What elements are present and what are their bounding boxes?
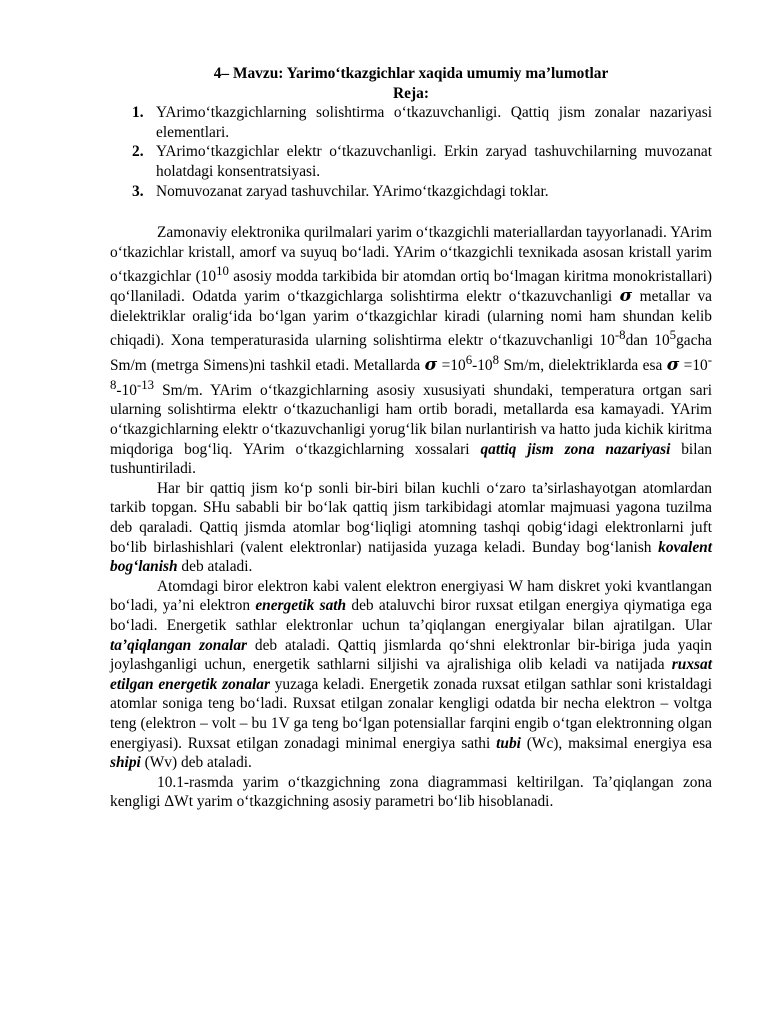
emphasized-term: energetik sath — [255, 597, 347, 615]
text-run: bilan tushuntiriladi. — [110, 440, 713, 478]
text-run: yuzaga keladi. Energetik zonada ruxsat etilgan sathlar soni kristaldagi atomlar soniga teng bo‘ladi. Ruxsat etilgan zonalar kengligi odatda bir necha elektron – voltga teng (elektron – volt – bu 1V ga teng bo‘lgan potensiallar farqini engib o‘tgan elektronning olgan energiyasi). Ruxsat etilgan zonadagi minimal energiya sathi — [110, 675, 712, 752]
text-run: -10 — [116, 381, 137, 399]
paragraph-bonding — [110, 479, 712, 577]
text-run: dan 10 — [625, 332, 670, 350]
text-run: Zamonaviy elektronika qurilmalari yarim o‘tkazgichli materiallardan tayyorlanadi. YArim o‘tkazichlar kristall, amorf va suyuq bo‘ladi. YArim o‘tkazgichli texnikada asosan kristall yarim o‘tkazgichlar (10 — [110, 224, 713, 286]
text-run: =10 — [679, 357, 708, 375]
plan-item — [110, 103, 712, 142]
text-run: -10 — [472, 357, 493, 375]
text-run: Sm/m, dielektriklarda esa — [499, 357, 667, 375]
emphasized-term: ruxsat etilgan energetik zonalar — [110, 656, 712, 693]
plan-item-text: YArimo‘tkazgichlar elektr o‘tkazuvchanligi. Erkin zaryad tashuvchilarning muvozanat holatdagi konsentratsiyasi. — [156, 143, 712, 180]
plan-item — [110, 182, 712, 202]
text-run: Har bir qattiq jism ko‘p sonli bir-biri bilan kuchli o‘zaro ta’sirlashayotgan atomlardan tarkib topgan. SHu sababli bir bo‘lak qattiq jism tarkibidagi atomlar majmuasi yagona tuzilma deb qaraladi. Qattiq jismda atomlar bog‘liqligi atomning tashqi qobig‘idagi elektronlarni juft bo‘lib birlashishlari (valent elektronlar) natijasida yuzaga keladi. Bunday bog‘lanish — [110, 479, 712, 556]
sigma-symbol: σ — [666, 355, 680, 376]
plan-item-text: YArimo‘tkazgichlarning solishtirma o‘tkazuvchanligi. Qattiq jism zonalar nazariyasi elementlari. — [156, 104, 712, 141]
text-run: Atomdagi biror elektron kabi valent elektron energiyasi W ham diskret yoki kvantlangan bo‘ladi, ya’ni elektron — [110, 577, 712, 615]
plan-item-number: 3. — [132, 182, 144, 200]
emphasized-term: qattiq jism zona nazariyasi — [480, 440, 671, 458]
plan-item — [110, 142, 712, 181]
plan-item-number: 2. — [132, 143, 144, 161]
text-run: asosiy modda tarkibida bir atomdan ortiq bo‘lmagan kiritma monokristallari) qo‘llaniladi. Odatda yarim o‘tkazgichlarga solishtirma elektr o‘tkazuvchanligi — [110, 268, 712, 306]
paragraph-intro — [110, 223, 712, 479]
plan-heading: Reja: — [393, 84, 429, 102]
text-run: Sm/m. YArim o‘tkazgichlarning asosiy xususiyati shundaki, temperatura ortgan sari ularning solishtirma elektr o‘tkazuchanligi ham ortib boradi, metallarda esa kamayadi. YArim o‘tkazgichlarning elektr o‘tkazuvchanligi yorug‘lik bilan nurlantirish va hatto juda kichik kiritma miqdoriga bog‘liq. YArim o‘tkazgichlarning xossalari — [110, 381, 712, 458]
emphasized-term: kovalent bog‘lanish — [110, 538, 712, 576]
superscript: -8 — [110, 352, 713, 392]
plan-item-text: Nomuvozanat zaryad tashuvchilar. YArimo‘tkazgichdagi toklar. — [156, 182, 549, 200]
paragraph-energy-levels — [110, 577, 712, 773]
emphasized-term: shipi — [110, 754, 141, 772]
text-run: (Wv) deb ataladi. — [140, 754, 252, 772]
text-run: deb ataladi. Qattiq jismlarda qo‘shni elektronlar bir-biriga juda yaqin joylashganligi uchun, energetik sathlarni siljishi va ajralishiga olib keladi va natijada — [110, 636, 712, 674]
paragraph-zone-diagram: 10.1-rasmda yarim o‘tkazgichning zona diagrammasi keltirilgan. Ta’qiqlangan zona kengligi ΔWt yarim o‘tkazgichning asosiy parametri bo‘lib hisoblanadi. — [110, 773, 712, 811]
sigma-symbol: σ — [619, 286, 633, 307]
emphasized-term: tubi — [496, 734, 521, 752]
text-run: deb ataladi. — [177, 558, 253, 576]
sigma-symbol: σ — [424, 355, 438, 376]
text-run: metallar va dielektriklar oralig‘ida bo‘lgan yarim o‘tkazgichlar kiradi (ularning nomi ham shundan kelib chiqadi). Xona temperaturasida ularning solishtirma elektr o‘tkazuvchanligi 10 — [110, 288, 712, 350]
text-run: deb ataluvchi biror ruxsat etilgan energiya qiymatiga ega bo‘ladi. Energetik sathlar elektronlar uchun ta’qiqlangan energiyalar bilan ajratilgan. Ular — [110, 597, 712, 634]
document-page — [110, 64, 712, 812]
superscript: -8 — [614, 328, 626, 343]
superscript: 5 — [669, 328, 677, 343]
plan-list — [110, 103, 712, 201]
text-run: gacha Sm/m (metrga Simens)ni tashkil etadi. Metallarda — [110, 332, 712, 375]
emphasized-term: ta’qiqlangan zonalar — [110, 636, 248, 654]
superscript: 8 — [492, 352, 500, 367]
superscript: 10 — [216, 264, 229, 279]
superscript: -13 — [136, 377, 155, 392]
plan-item-number: 1. — [132, 104, 144, 122]
text-run: =10 — [437, 357, 466, 375]
text-run: (Wc), maksimal energiya esa — [520, 734, 712, 752]
superscript: 6 — [465, 352, 473, 367]
document-title: 4– Mavzu: Yarimo‘tkazgichlar xaqida umumiy ma’lumotlar — [213, 65, 609, 82]
